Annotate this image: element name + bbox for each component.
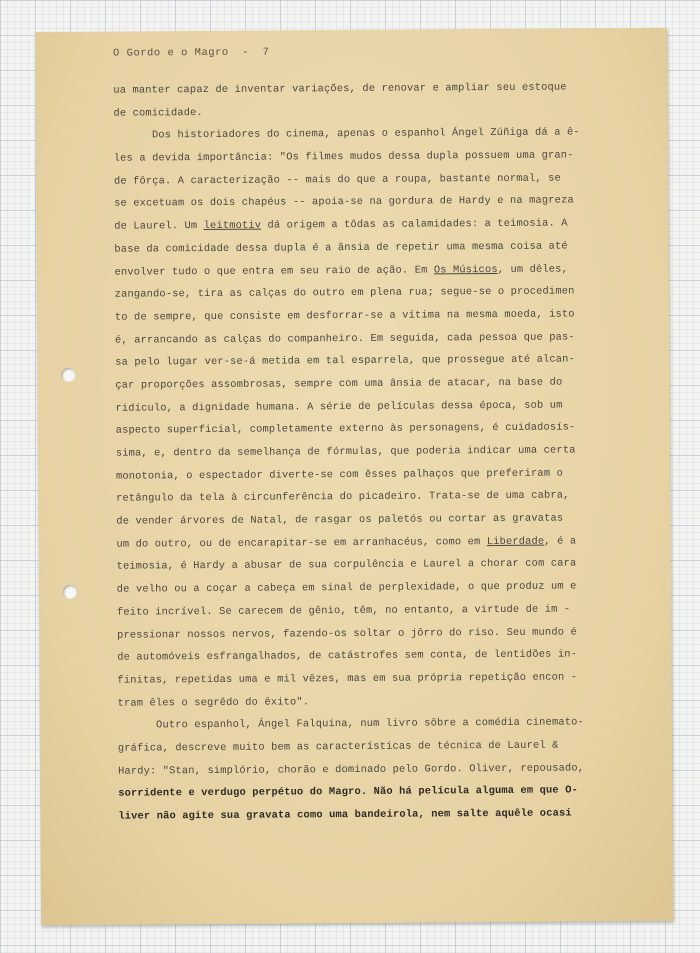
text-line: monotonia, o espectador diverte-se com êsses palhaços que preferiram o bbox=[115, 467, 564, 483]
text-line: to de sempre, que consiste em desforrar-se a vítima na mesma moeda, isto bbox=[114, 308, 575, 324]
text-line: les a devida importância: "Os filmes mudos dessa dupla possuem uma gran- bbox=[113, 149, 574, 165]
underlined-title: Os Músicos bbox=[433, 263, 498, 276]
text-line: retângulo da tela à circunferência do picadeiro. Trata-se de uma cabra, bbox=[116, 489, 570, 506]
text-segment: , é a bbox=[544, 535, 577, 548]
text-line: sa pelo lugar ver-se-á metida em tal esparrela, que prossegue até alcan- bbox=[115, 353, 575, 369]
text-segment: envolver tudo o que entra em seu raio de ação. Em bbox=[114, 263, 434, 279]
paper-sheet bbox=[35, 28, 673, 925]
text-line: ridículo, a dignidade humana. A série de películas dessa época, sob um bbox=[115, 399, 563, 415]
text-line: Hardy: "Stan, simplório, chorão e dominado pelo Gordo. Oliver, repousado, bbox=[118, 762, 585, 778]
text-line: çar proporções assombrosas, sempre com uma ânsia de atacar, na base do bbox=[115, 376, 563, 392]
text-line: sorridente e verdugo perpétuo do Magro. Não há película alguma em que O- bbox=[118, 784, 578, 800]
punch-hole bbox=[61, 368, 75, 382]
text-line: de automóveis esfrangalhados, de catástrofes sem conta, de lentidões in- bbox=[117, 648, 578, 664]
text-line: Dos historiadores do cinema, apenas o espanhol Ángel Zúñiga dá a ê- bbox=[113, 126, 580, 143]
text-line: ua manter capaz de inventar variações, de renovar e ampliar seu estoque bbox=[113, 81, 567, 97]
text-line: tram êles o segrêdo do êxito". bbox=[117, 695, 310, 710]
punch-hole bbox=[63, 585, 77, 599]
underlined-title: leitmotiv bbox=[203, 219, 262, 233]
underlined-title: Liberdade bbox=[486, 535, 545, 548]
text-line: de vender árvores de Natal, de rasgar os paletós ou cortar as gravatas bbox=[116, 512, 564, 528]
text-line: de velho ou a coçar a cabeça em sinal de perplexidade, o que produz um e bbox=[116, 580, 577, 596]
typewritten-body bbox=[113, 76, 658, 828]
text-segment: um do outro, ou de encarapitar-se em arranhacéus, como em bbox=[116, 535, 487, 551]
text-line: teimosia, é Hardy a abusar de sua corpulência e Laurel a chorar com cara bbox=[116, 557, 577, 574]
text-line: sima, e, dentro da semelhança de fórmulas, que poderia indicar uma certa bbox=[115, 444, 576, 460]
text-line: zangando-se, tira as calças do outro em plena rua; segue-se o procedimen bbox=[114, 285, 575, 301]
text-line: de comicidade. bbox=[113, 106, 203, 120]
text-line: Outro espanhol, Ángel Falquina, num livro sôbre a comédia cinemato- bbox=[117, 716, 584, 732]
text-line: liver não agite sua gravata como uma bandeirola, nem salte aquêle ocasi bbox=[118, 807, 572, 823]
text-line: gráfica, descreve muito bem as características de técnica de Laurel & bbox=[117, 739, 559, 755]
text-line: aspecto superficial, completamente externo às personagens, é cuidadosís- bbox=[115, 421, 576, 437]
text-line: feito incrível. Se carecem de gênio, têm, no entanto, a virtude de im - bbox=[116, 603, 571, 619]
text-segment: de Laurel. Um bbox=[114, 220, 204, 233]
text-line: de fôrça. A caracterização -- mais do que a roupa, bastante normal, se bbox=[113, 172, 561, 188]
text-line: base da comicidade dessa dupla é a ânsia de repetir uma mesma coisa até bbox=[114, 240, 568, 256]
text-segment: , um dêles, bbox=[497, 263, 568, 276]
text-line: se excetuam os dois chapéus -- apoia-se na gordura de Hardy e na magreza bbox=[114, 194, 574, 211]
text-line: finitas, repetidas uma e mil vêzes, mas em sua própria repetição encon - bbox=[117, 671, 578, 687]
text-line: pressionar nossos nervos, fazendo-os soltar o jôrro do riso. Seu mundo é bbox=[117, 625, 577, 642]
text-segment: dá origem a tôdas as calamidades: a teimosia. A bbox=[261, 217, 568, 232]
text-line: é, arrancando as calças do companheiro. Em seguida, cada pessoa que pas- bbox=[115, 331, 575, 347]
page-header: O Gordo e o Magro - 7 bbox=[113, 46, 270, 60]
